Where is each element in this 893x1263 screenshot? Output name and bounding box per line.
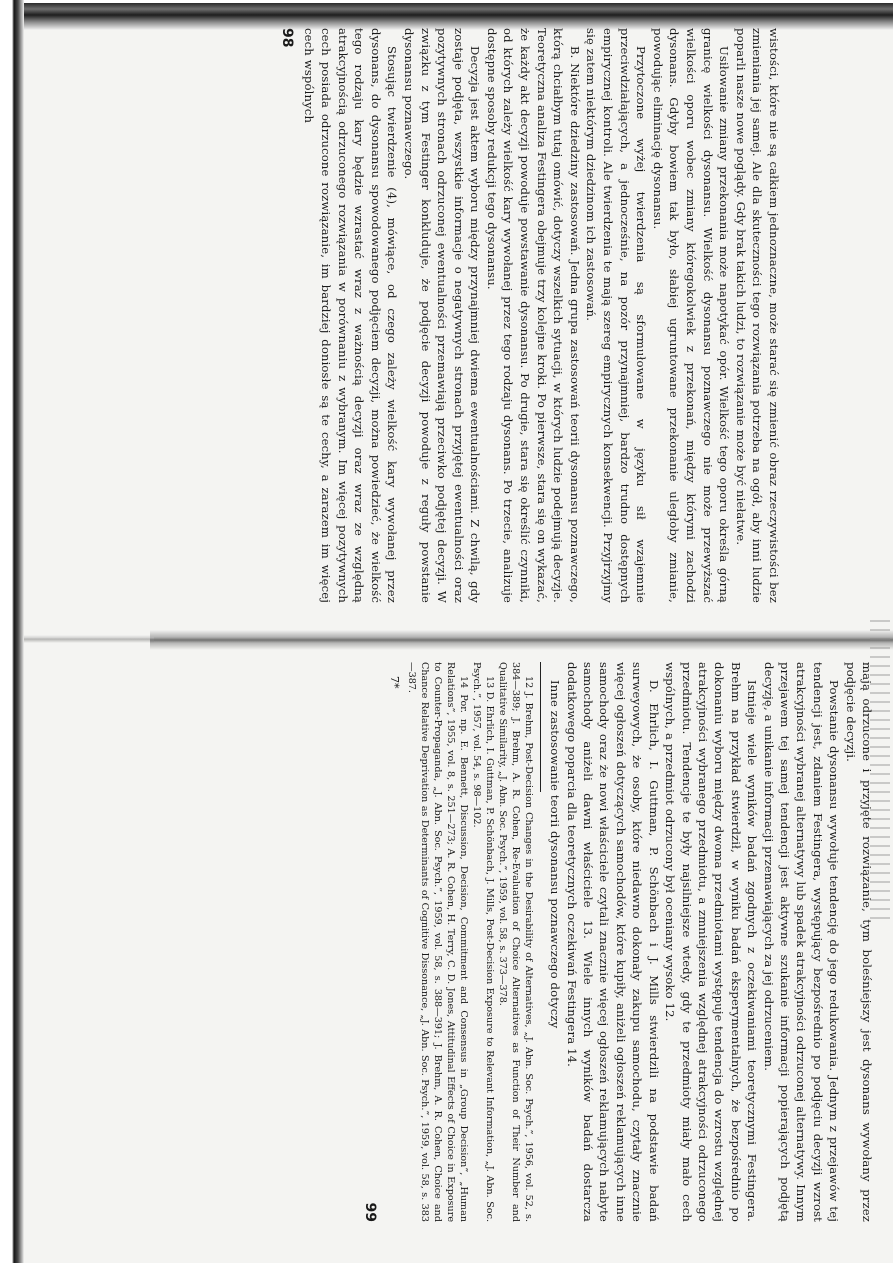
- page-99-paragraph: Inne zastosowanie teorii dysonansu poznawczego dotyczy: [548, 680, 563, 1029]
- page-number-98: 98: [278, 28, 295, 48]
- page-99-paragraph: Powstanie dysonansu wywołuje tendencję do jego redukowania. Jednym z przejawów tej tendencji jest, zdaniem Festingera, występujący bezpośrednio po podjęciu decyzji wzrost atrakcyjności wybranej alternatywy lub spadek atrakcyjności odrzuconej alternatywy. Innym przejawem tej samej tendencji jest aktywne szukanie informacji popierających podjętą decyzję, a unikanie informacji przemawiających za jej odrzuceniem.: [761, 662, 842, 1222]
- footnote: 12 J. Brehm, Post-Decision Changes in the Desirability of Alternatives, „J. Abn. Soc. Psych.”, 1956, vol. 52, s. 384—389; J. Brehm, A. R. Cohen, Re-Evaluation of Choice Alternatives as Function of Their Number and Qualitative Similarity, „J. Abn. Soc. Psych.”, 1959, vol. 58, s. 373—378.: [496, 662, 534, 1222]
- footnote: 14 Por. np. E. Bennett, Discussion, Decision, Commitment and Consensus in „Group Decision”, „Human Relations”, 1955, vol. 8, s. 251—273; A. R. Cohen, H. Terry, C. D. Jones, Attitudinal Effects of Choice in Exposure to Counter-Propaganda, „J. Abn. Soc. Psych.”, 1959, vol. 58, s. 388—391; J. Brehm, A. R. Cohen, Choice and Chance Relative Deprivation as Determinants of Cognitive Dissonance, „J. Abn. Soc. Psych.”, 1959, vol. 58, s. 383—387.: [405, 662, 469, 1222]
- page-98-paragraph: wistości, które nie są całkiem jednoznaczne, może starać się zmienić obraz rzeczywistości bez zmieniania jej samej. Ale dla skuteczności tego rozwiązania potrzeba na ogół, aby inni ludzie poparli nasze nowe poglądy. Gdy brak takich ludzi, to rozwiązanie może być niełatwe.: [733, 28, 781, 603]
- page-98: [102, 28, 782, 603]
- page-98-text-column: [279, 28, 782, 603]
- page-98-paragraph: B. Niektóre dziedziny zastosowań. Jedna grupa zastosowań teorii dysonansu poznawczego, którą chciałbym tutaj omówić, dotyczy wszelkich sytuacji, w których ludzie podejmują decyzje. Teoretyczna analiza Festingera obejmuje trzy kolejne kroki. Po pierwsze, stara się on wykazać, że każdy akt decyzji powoduje powstawanie dysonansu. Po drugie, stara się określić czynniki, od których zależy wielkość kary wywołanej przez tego rodzaju dysonans. Po trzecie, analizuje dostępne sposoby redukcji tego dysonansu.: [484, 28, 582, 603]
- page-fold-line: [150, 630, 893, 650]
- page-fold-line-left: [24, 635, 154, 643]
- scan-top-edge: [0, 0, 893, 30]
- page-99-paragraph: Istnieje wiele wyników badań zgodnych z oczekiwaniami teoretycznymi Festingera. Brehm na przykład stwierdził, w wyniku badań eksperymentalnych, że bezpośrednio po dokonaniu wyboru między dwoma przedmiotami występuje tendencja do wzrostu względnej atrakcyjności wybranego przedmiotu, a zmniejszenia względnej atrakcyjności odrzuconego przedmiotu. Tendencje te były najsilniejsze wtedy, gdy te przedmioty miały mało cech wspólnych, a przedmiot odrzucony był oceniany wysoko 12.: [663, 662, 760, 1222]
- page-98-paragraph: Usiłowanie zmiany przekonania może napotykać opór. Wielkość tego oporu określa górną granicę wielkości dysonansu. Wielkość dysonansu poznawczego nie może przewyższać wielkości oporu wobec zmiany któregokolwiek z przekonań, między którymi zachodzi dysonans. Gdyby bowiem tak było, słabiej ugruntowane przekonanie uległoby zmianie, powodując eliminację dysonansu.: [650, 28, 732, 603]
- page-99-paragraph: D. Ehrlich, I. Guttman, P. Schönbach i J. Mills stwierdzili na podstawie badań surweyowych, że osoby, które niedawno dokonały zakupu samochodu, czytały znacznie więcej ogłoszeń dotyczących samochodów, które kupiły, aniżeli ogłoszeń reklamujących inne samochody oraz że nowi właściciele czytali znacznie więcej ogłoszeń reklamujących nabyte samochody aniżeli dawni właściciele 13. Wiele innych wyników badań dostarcza dodatkowego poparcia dla teoretycznych oczekiwań Festingera 14.: [564, 662, 661, 1222]
- page-98-paragraph: Stosując twierdzenie (4), mówiące, od czego zależy wielkość kary wywołanej przez dysonans, do dysonansu spowodowanego podjęciem decyzji, można powiedzieć, że wielkość tego rodzaju kary będzie wzrastać wraz z ważnością decyzji oraz wraz ze względną atrakcyjnością odrzuconego rozwiązania w porównaniu z wybranym. Im więcej pozytywnych cech posiada odrzucone rozwiązanie, im bardziej doniosłe są te cechy, a zarazem im więcej cech wspólnych: [302, 28, 400, 603]
- page-99-text-column: [362, 662, 875, 1222]
- scan-left-edge: [0, 0, 24, 1263]
- page-99-paragraph: mają odrzucone i przyjęte rozwiązanie, tym boleśniejszy jest dysonans wywołany przez podjęcie decyzji.: [843, 662, 874, 1222]
- footnote: 13 D. Ehrlich, I. Guttman, P. Schönbach, J. Mills, Post-Decision Exposure to Relevant Information, „J. Abn. Soc. Psych.”, 1957, vol. 54, s. 98—102.: [470, 662, 495, 1222]
- signature-marker: 7*: [387, 676, 401, 689]
- footnote-divider: [540, 662, 541, 792]
- page-98-paragraph: Przytoczone wyżej twierdzenia są sformułowane w języku sił wzajemnie przeciwdziałających, a jednocześnie, na pozór przynajmniej, bardzo trudno dostępnych empirycznej kontroli. Ale twierdzenia te mają szereg empirycznych konsekwencji. Przyjrzyjmy się zatem niektórym dziedzinom ich zastosowań.: [584, 28, 649, 603]
- page-99: [75, 662, 875, 1237]
- page-number-99: 99: [361, 1202, 378, 1222]
- page-98-paragraph: Decyzja jest aktem wyboru między przynajmniej dwiema ewentualnościami. Z chwilą, gdy zostaje podjęta, wszystkie informacje o negatywnych stronach przyjętej ewentualności oraz pozytywnych stronach odrzuconej ewentualności przemawiają przeciwko podjętej decyzji. W związku z tym Festinger konkluduje, że podjęcie decyzji powoduje z reguły powstanie dysonansu poznawczego.: [401, 28, 483, 603]
